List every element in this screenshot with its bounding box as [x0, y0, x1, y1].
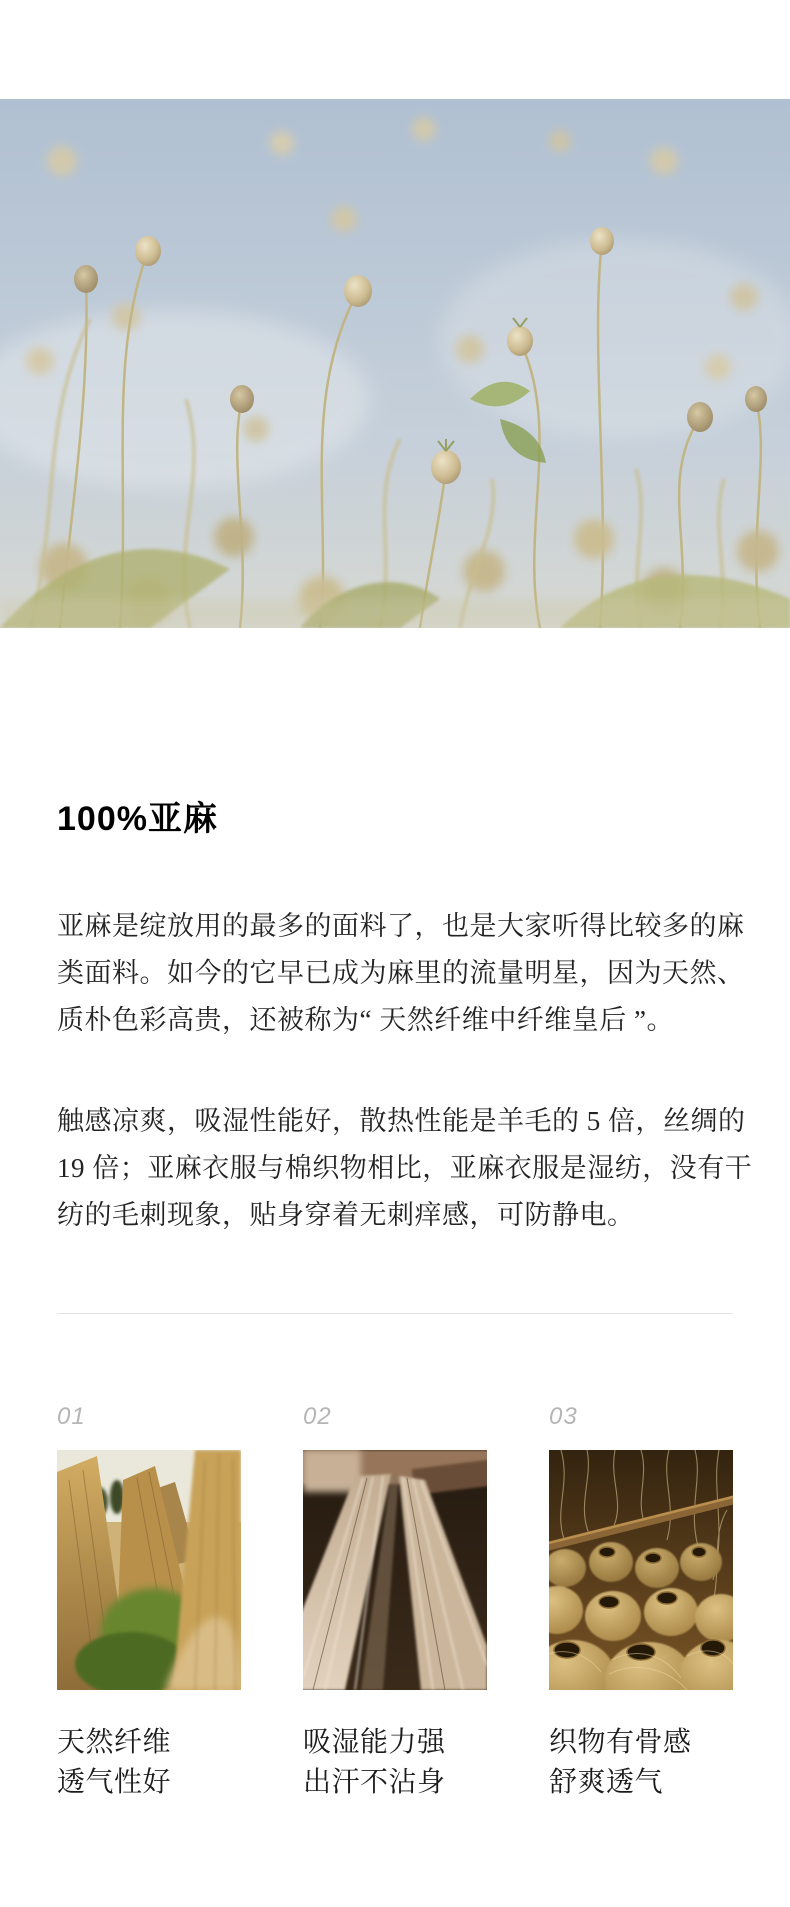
feature-index-2: 02 — [303, 1403, 332, 1430]
text-line: 亚麻是绽放用的最多的面料了，也是大家听得比较多的麻 — [57, 911, 745, 941]
article-body — [57, 628, 753, 1802]
feature-grid — [57, 1405, 733, 1802]
caption-line: 吸湿能力强 — [303, 1726, 446, 1757]
feature-card-3 — [549, 1405, 733, 1802]
linen-threads-illustration — [303, 1450, 487, 1690]
feature-index-3: 03 — [549, 1403, 578, 1430]
feature-card-2 — [303, 1405, 487, 1802]
caption-line: 透气性好 — [57, 1766, 172, 1797]
feature-photo-linen-threads — [303, 1450, 487, 1690]
feature-photo-yarn-cocoons — [549, 1450, 733, 1690]
yarn-cocoons-illustration — [549, 1450, 733, 1690]
intro-paragraph-2 — [57, 1098, 753, 1239]
feature-photo-flax-bundles — [57, 1450, 241, 1690]
flax-bundles-illustration — [57, 1450, 241, 1690]
feature-caption-3 — [549, 1722, 733, 1802]
flax-field-illustration — [0, 99, 790, 628]
feature-index-1: 01 — [57, 1403, 86, 1430]
text-line: 纺的毛刺现象，贴身穿着无刺痒感，可防静电。 — [57, 1200, 635, 1230]
text-line: 触感凉爽，吸湿性能好，散热性能是羊毛的 5 倍，丝绸的 — [57, 1106, 746, 1136]
feature-caption-2 — [303, 1722, 487, 1802]
caption-line: 出汗不沾身 — [303, 1766, 446, 1797]
text-line: 质朴色彩高贵，还被称为“ 天然纤维中纤维皇后 ”。 — [57, 1005, 674, 1035]
text-line: 19 倍；亚麻衣服与棉织物相比，亚麻衣服是湿纺，没有干 — [57, 1153, 753, 1183]
feature-caption-1 — [57, 1722, 241, 1802]
section-divider — [57, 1313, 733, 1314]
flax-field-photo — [0, 99, 790, 628]
caption-line: 织物有骨感 — [549, 1726, 692, 1757]
caption-line: 天然纤维 — [57, 1726, 172, 1757]
caption-line: 舒爽透气 — [549, 1766, 664, 1797]
feature-card-1 — [57, 1405, 241, 1802]
section-title: 100%亚麻 — [57, 800, 218, 838]
text-line: 类面料。如今的它早已成为麻里的流量明星，因为天然、 — [57, 958, 745, 988]
intro-paragraph-1 — [57, 903, 745, 1044]
